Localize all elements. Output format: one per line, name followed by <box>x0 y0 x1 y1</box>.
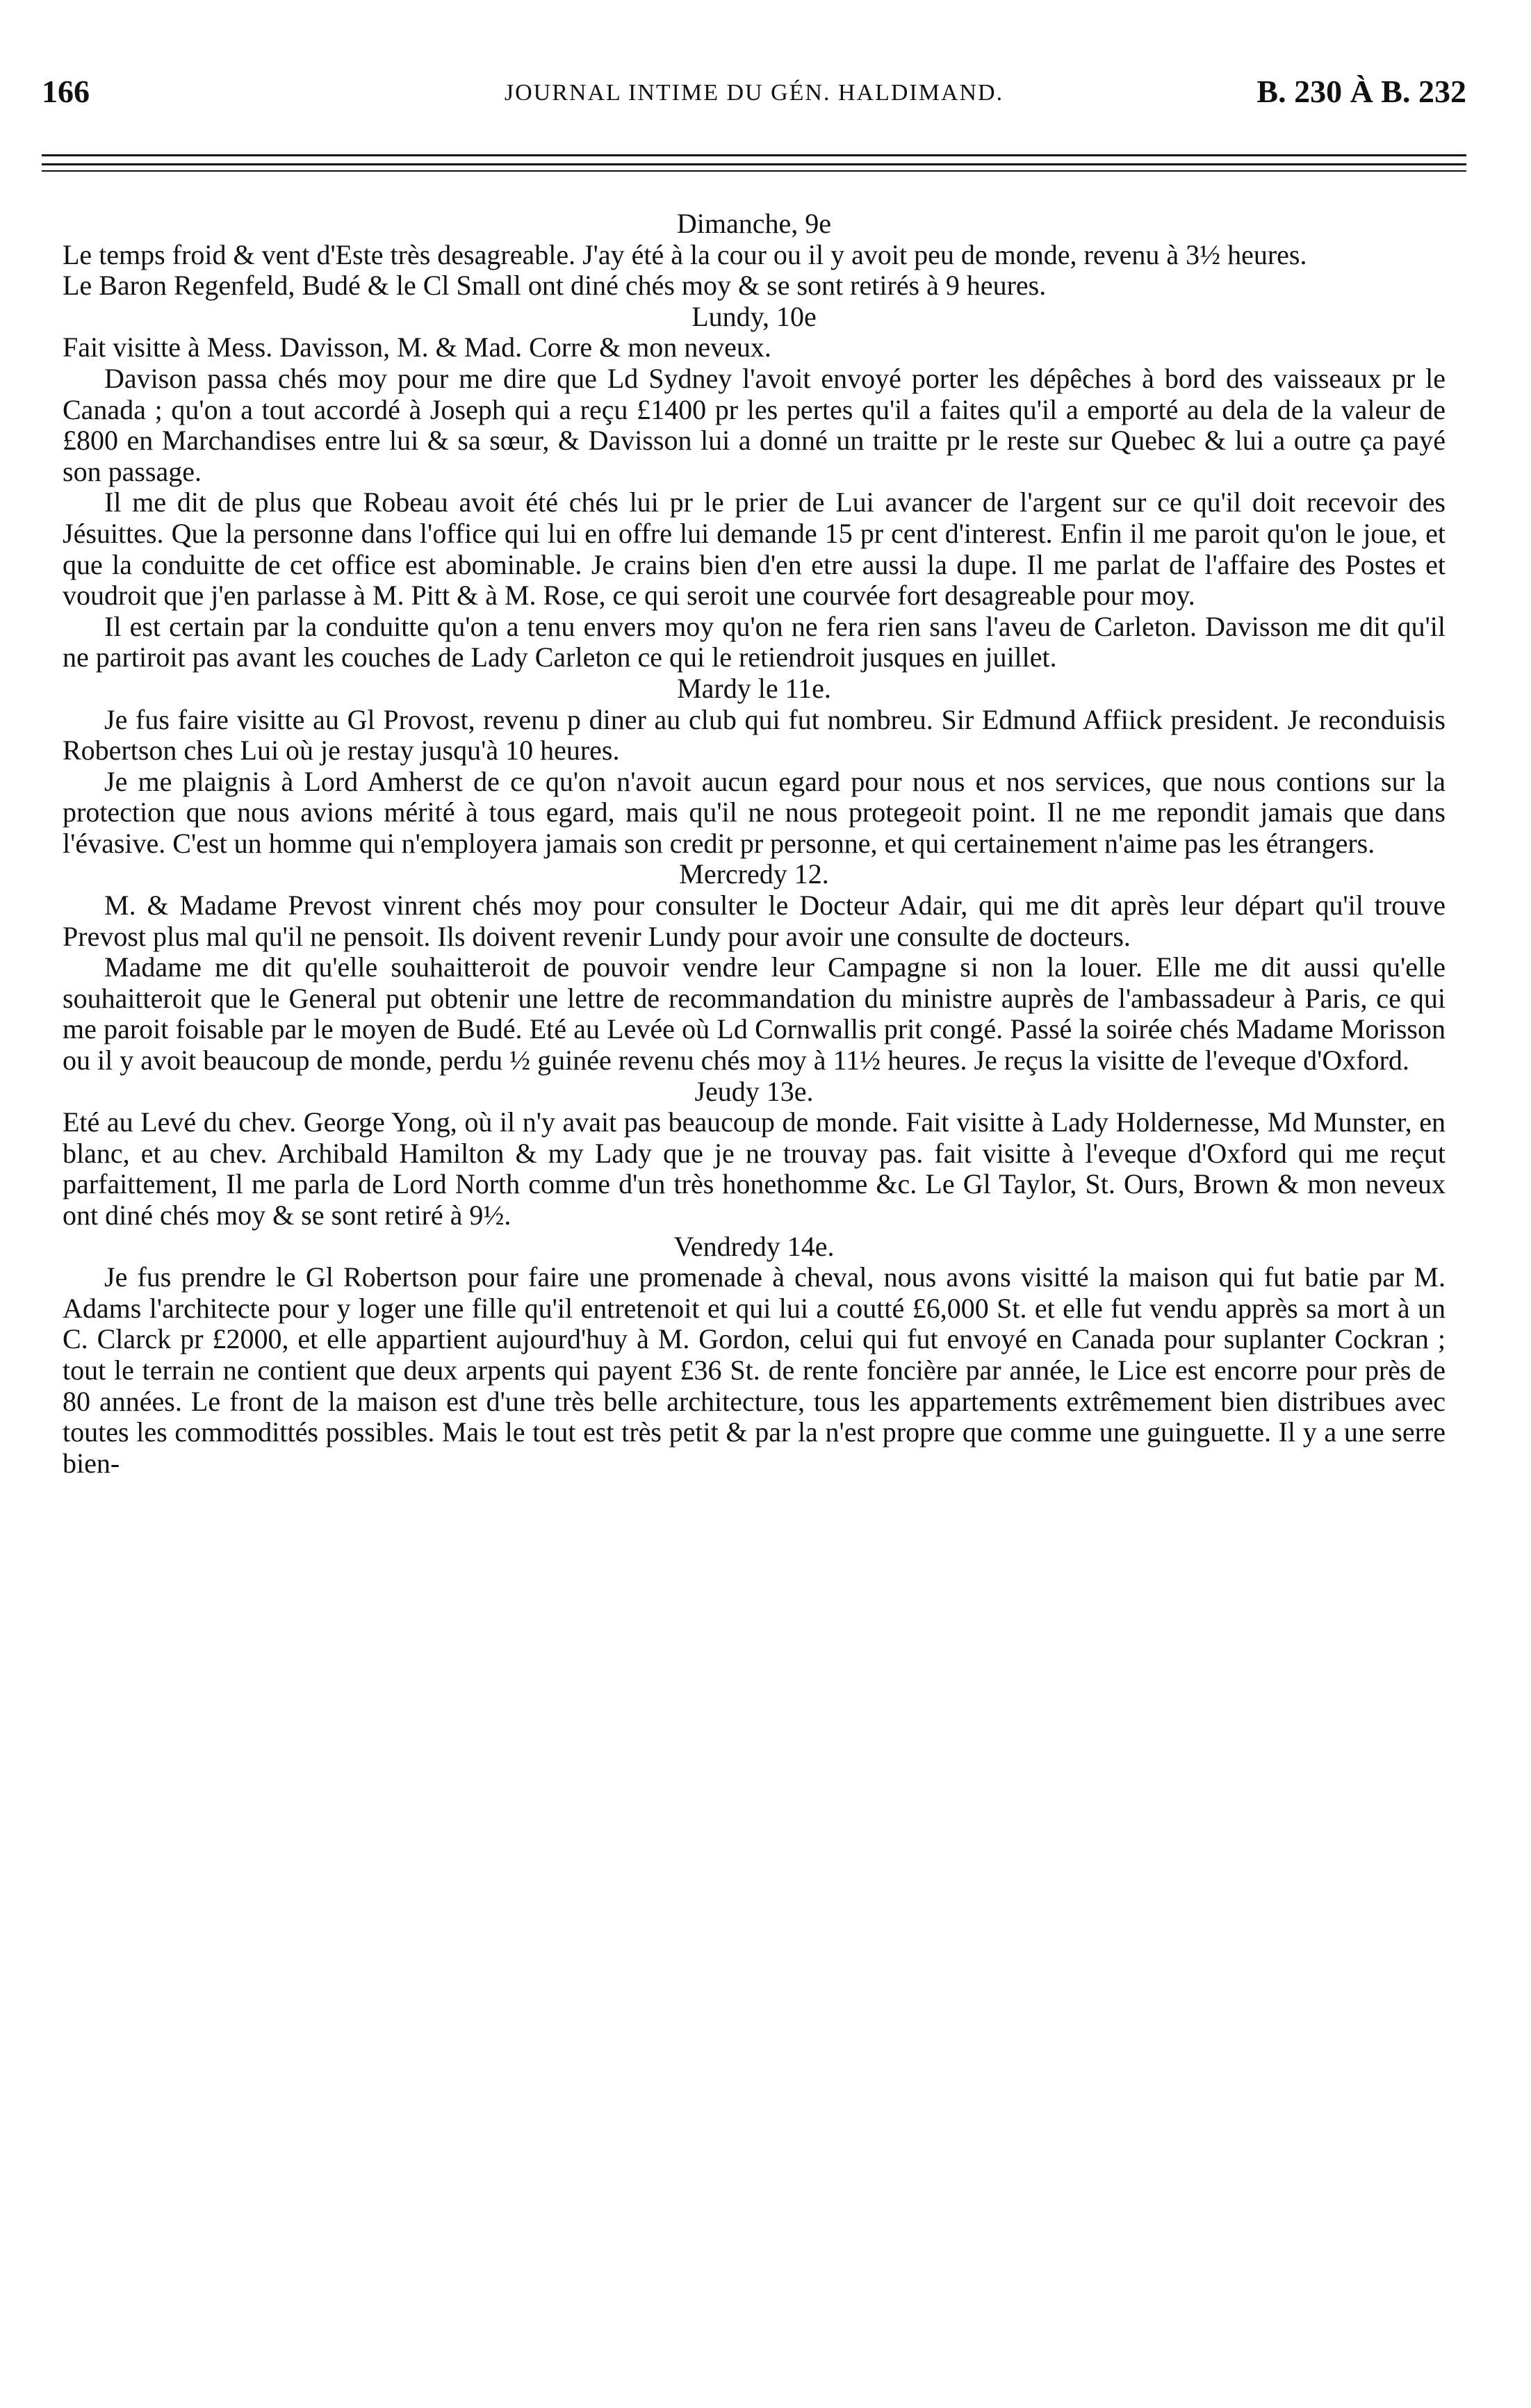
paragraph: Il me dit de plus que Robeau avoit été chés lui pr le prier de Lui avancer de l'argent sur ce qu'il doit recevoir des Jésuittes. Que la personne dans l'office qui lui en offre lui demande 15 pr cent d'interest. Enfin il me paroit qu'on le joue, et que la conduitte de cet office est abominable. Je crains bien d'en etre aussi la dupe. Il me parlat de l'affaire des Postes et voudroit que j'en parlasse à M. Pitt & à M. Rose, ce qui seroit une courvée fort desagreable pour moy. <box>63 486 1446 612</box>
paragraph: Il est certain par la conduitte qu'on a tenu envers moy qu'on ne fera rien sans l'aveu de Carleton. Davisson me dit qu'il ne partiroit pas avant les couches de Lady Carleton ce qui le retiendroit jusques en juillet. <box>63 610 1446 673</box>
header-rule <box>42 170 1466 172</box>
running-header <box>42 73 1466 122</box>
paragraph: Madame me dit qu'elle souhaitteroit de pouvoir vendre leur Campagne si non la louer. Elle me dit aussi qu'elle souhaitteroit que le General put obtenir une lettre de recommandation du ministre auprès de l'ambassadeur à Paris, ce qui me paroit foisable par le moyen de Budé. Eté au Levée où Ld Cornwallis prit congé. Passé la soirée chés Madame Morisson ou il y avoit beaucoup de monde, perdu ½ guinée revenu chés moy à 11½ heures. Je reçus la visitte de l'eveque d'Oxford. <box>63 951 1446 1076</box>
header-rule <box>42 163 1466 165</box>
paragraph: Je fus faire visitte au Gl Provost, revenu p diner au club qui fut nombreu. Sir Edmund Affiick president. Je reconduisis Robertson ches Lui où je restay jusqu'à 10 heures. <box>63 703 1446 767</box>
entry-date: Mardy le 11e. <box>677 672 831 704</box>
paragraph: M. & Madame Prevost vinrent chés moy pour consulter le Docteur Adair, qui me dit après leur départ qu'il trouve Prevost plus mal qu'il ne pensoit. Ils doivent revenir Lundy pour avoir une consulte de docteurs. <box>63 890 1446 952</box>
header-rule <box>42 154 1466 156</box>
paragraph: Je fus prendre le Gl Robertson pour faire une promenade à cheval, nous avons visitté la maison qui fut batie par M. Adams l'architecte pour y loger une fille qu'il entretenoit et qui lui a coutté £6,000 St. et elle fut vendu apprès sa mort à un C. Clarck pr £2000, et elle appartient aujourd'huy à M. Gordon, celui qui fut envoyé en Canada pour suplanter Cockran ; tout le terrain ne contient que deux arpents qui payent £36 St. de rente foncière par année, le Lice est encorre pour près de 80 années. Le front de la maison est d'une très belle architecture, tous les appartements extrêmement bien distribues avec toutes les commodittés possibles. Mais le tout est très petit & par la n'est propre que comme une guinguette. Il y a une serre bien- <box>63 1261 1446 1479</box>
journal-body <box>63 208 1446 1479</box>
entry-date: Vendredy 14e. <box>673 1230 835 1262</box>
paragraph: Le Baron Regenfeld, Budé & le Cl Small ont diné chés moy & se sont retirés à 9 heures. <box>63 270 1047 302</box>
paragraph: Eté au Levé du chev. George Yong, où il n'y avait pas beaucoup de monde. Fait visitte à Lady Holdernesse, Md Munster, en blanc, et au chev. Archibald Hamilton & my Lady que je ne trouvay pas. fait visitte à l'eveque d'Oxford qui me reçut parfaittement, Il me parla de Lord North comme d'un très honethomme &c. Le Gl Taylor, St. Ours, Brown & mon neveux ont diné chés moy & se sont retiré à 9½. <box>63 1106 1446 1231</box>
page-number: 166 <box>42 74 90 109</box>
paragraph: Je me plaignis à Lord Amherst de ce qu'on n'avoit aucun egard pour nous et nos services, que nous contions sur la protection que nous avions mérité à tous egard, mais qu'il ne nous protegeoit point. Il ne me repondit jamais que dans l'évasive. C'est un homme qui n'employera jamais son credit pr personne, et qui certainement n'aime pas les étrangers. <box>63 765 1446 859</box>
paragraph: Fait visitte à Mess. Davisson, M. & Mad. Corre & mon neveux. <box>63 331 771 363</box>
entry-date: Lundy, 10e <box>691 300 817 332</box>
entry-date: Dimanche, 9e <box>676 208 832 239</box>
entry-date: Mercredy 12. <box>679 858 829 890</box>
running-title: JOURNAL INTIME DU GÉN. HALDIMAND. <box>504 80 1004 106</box>
volume-reference: B. 230 À B. 232 <box>1256 74 1466 109</box>
paragraph: Davison passa chés moy pour me dire que Ld Sydney l'avoit envoyé porter les dépêches à bord des vaisseaux pr le Canada ; qu'on a tout accordé à Joseph qui a reçu £1400 pr les pertes qu'il a faites qu'il a emporté au dela de la valeur de £800 en Marchandises entre lui & sa sœur, & Davisson lui a donné un traitte pr le reste sur Quebec & lui a outre ça payé son passage. <box>63 362 1446 487</box>
entry-date: Jeudy 13e. <box>694 1075 814 1107</box>
paragraph: Le temps froid & vent d'Este très desagreable. J'ay été à la cour ou il y avoit peu de monde, revenu à 3½ heures. <box>63 238 1307 270</box>
